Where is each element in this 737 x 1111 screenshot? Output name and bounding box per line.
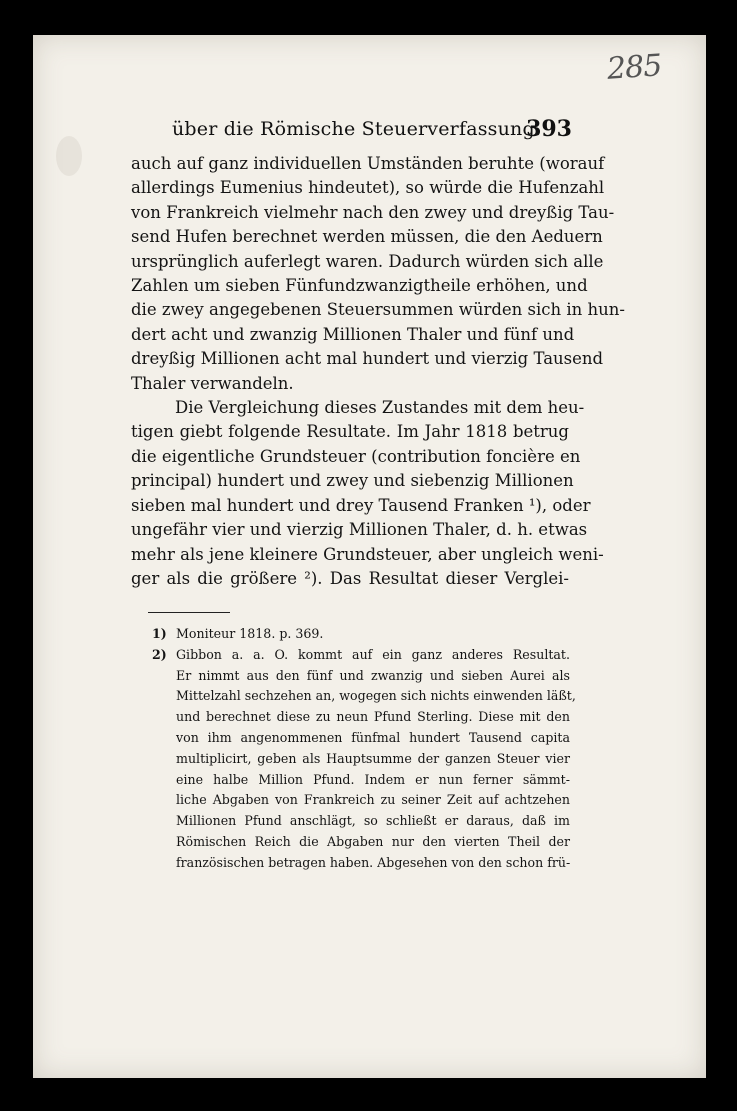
footnote-line: französischen betragen haben. Abgesehen von den schon frü- (176, 854, 571, 870)
footnote-number: 1) (152, 626, 167, 641)
footnote-1 (152, 624, 570, 645)
body-text (131, 152, 626, 591)
footnote-number: 2) (152, 646, 167, 662)
footnote-line: Römischen Reich die Abgaben nur den vierten Theil der (176, 833, 570, 849)
footnote-line: multiplicirt, geben als Hauptsumme der ganzen Steuer vier (176, 750, 570, 766)
body-line: dreyßig Millionen acht mal hundert und vierzig Tausend (131, 349, 604, 369)
page-number: 393 (526, 116, 572, 142)
running-title: über die Römische Steuerverfassung. (172, 118, 542, 140)
body-line: Thaler verwandeln. (131, 373, 294, 393)
body-line: die zwey angegebenen Steuersummen würden sich in hun- (131, 300, 626, 320)
footnote-line: Er nimmt aus den fünf und zwanzig und sieben Aurei als (176, 667, 570, 683)
footnote-2 (152, 645, 576, 874)
page-smudge (56, 136, 82, 176)
footnotes (152, 624, 576, 874)
body-line: Die Vergleichung dieses Zustandes mit dem heu- (175, 398, 585, 418)
footnote-line: Gibbon a. a. O. kommt auf ein ganz anderes Resultat. (176, 646, 570, 662)
footnote-line: Moniteur 1818. p. 369. (176, 626, 324, 641)
body-line: allerdings Eumenius hindeutet), so würde die Hufenzahl (131, 178, 605, 198)
footnote-line: eine halbe Million Pfund. Indem er nun ferner sämmt- (176, 771, 570, 787)
manuscript-number: 285 (605, 48, 663, 87)
footnote-line: liche Abgaben von Frankreich zu seiner Zeit auf achtzehen (176, 792, 570, 808)
body-line: Zahlen um sieben Fünfundzwanzigtheile erhöhen, und (131, 276, 588, 296)
running-head (172, 118, 572, 148)
body-line: von Frankreich vielmehr nach den zwey und dreyßig Tau- (131, 202, 615, 222)
body-line: tigen giebt folgende Resultate. Im Jahr 1818 betrug (131, 422, 569, 442)
footnote-line: Millionen Pfund anschlägt, so schließt er daraus, daß im (176, 813, 570, 829)
body-line: ursprünglich auferlegt waren. Dadurch würden sich alle (131, 251, 604, 271)
body-line: die eigentliche Grundsteuer (contribution foncière en (131, 446, 581, 466)
body-line: principal) hundert und zwey und siebenzig Millionen (131, 471, 574, 491)
body-line: send Hufen berechnet werden müssen, die den Aeduern (131, 227, 603, 247)
footnote-line: und berechnet diese zu neun Pfund Sterling. Diese mit den (176, 709, 570, 725)
body-line: ger als die größere ²). Das Resultat dieser Verglei- (131, 568, 569, 588)
footnote-rule (148, 612, 230, 613)
body-line: mehr als jene kleinere Grundsteuer, aber ungleich weni- (131, 544, 604, 564)
body-line: auch auf ganz individuellen Umständen beruhte (worauf (131, 154, 605, 173)
footnote-line: von ihm angenommenen fünfmal hundert Tausend capita (176, 729, 570, 745)
body-line: sieben mal hundert und drey Tausend Franken ¹), oder (131, 495, 591, 515)
footnote-line: Mittelzahl sechzehen an, wogegen sich nichts einwenden läßt, (176, 688, 576, 704)
body-line: dert acht und zwanzig Millionen Thaler und fünf und (131, 324, 575, 344)
body-line: ungefähr vier und vierzig Millionen Thaler, d. h. etwas (131, 520, 588, 540)
